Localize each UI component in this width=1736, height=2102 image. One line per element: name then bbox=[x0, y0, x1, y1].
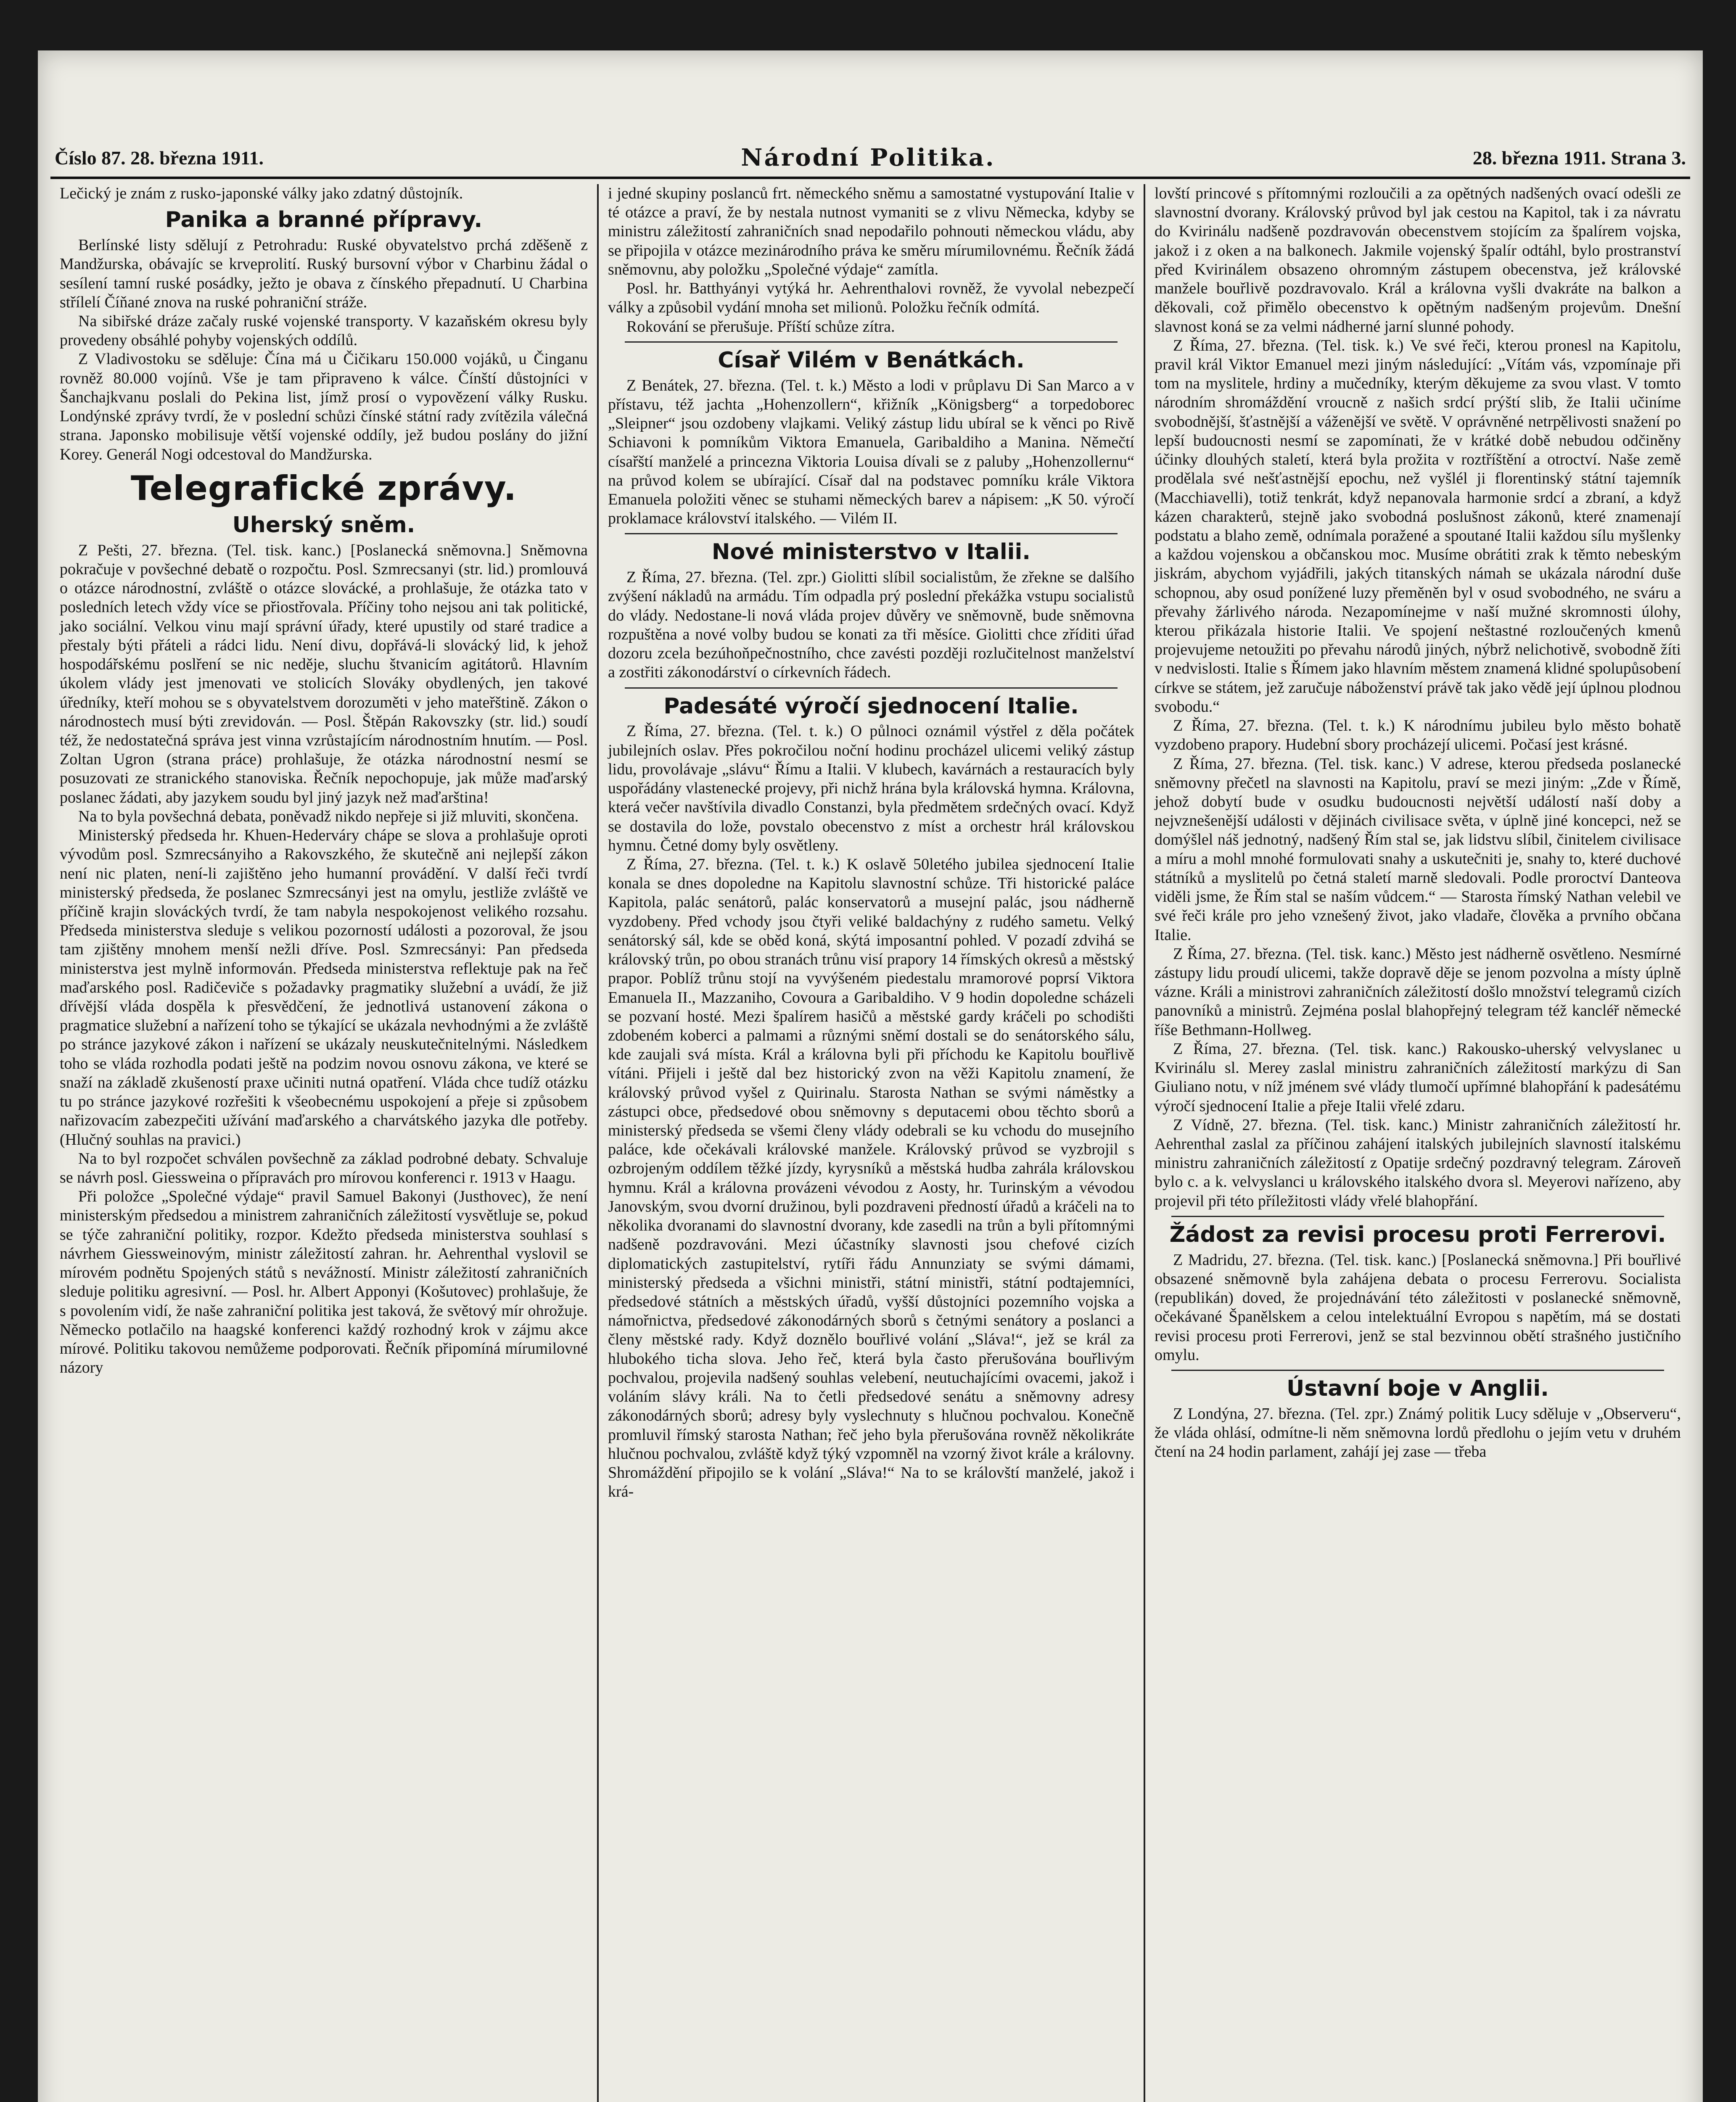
paragraph: Z Londýna, 27. března. (Tel. zpr.) Známý politik Lucy sděluje v „Observeru“, že vláda ohlásí, odmítne-li něm sněmovna lordů předlohu o jejím vetu v druhém čtení na 24 hodin parlament, zahájí jej zase — třeba bbox=[1155, 1405, 1681, 1461]
divider bbox=[625, 687, 1118, 689]
column-3 bbox=[1144, 184, 1690, 2102]
newspaper-title: Národní Politika. bbox=[741, 144, 996, 172]
section-heading: Žádost za revisi procesu proti Ferrerovi. bbox=[1169, 1222, 1666, 1247]
paragraph: Z Říma, 27. března. (Tel. t. k.) K oslavě 50letého jubilea sjednocení Italie konala se dnes dopoledne na Kapitolu slavnostní schůze. Tři historické paláce Kapitola, palác senátorů, palác konservatorů a musejní palác, jsou nádherně vyzdobeny. Před vchody jsou čtyři veliké baldachýny z rudého sametu. Velký senátorský sál, kde se oběd koná, skýtá imposantní pohled. V pozadí zdvihá se královský trůn, po obou stranách trůnu visí prapory 14 římských okresů a městský prapor. Poblíž trůnu stojí na vyvýšeném piedestalu mramorové poprsí Viktora Emanuela II., Mazzaniho, Covoura a Garibaldiho. V 9 hodin dopoledne scházeli se pozvaní hosté. Mezi špalírem hasičů a městské gardy kráčeli po schodišti zdobeném koberci a palmami a různými sněmí dostali se do senátorského sálu, kde zaujali svá místa. Král a královna byli při příchodu ke Kapitolu bouřlivě vítáni. Přijeli i ještě dal bez historický zvon na věži Kapitolu znamení, že královský průvod vyšel z Quirinalu. Starosta Nathan se svými náměstky a zástupci obce, předsedové obou sněmovny s deputacemi obou těchto sborů a ministerský předseda se všemi členy vlády odebrali se ku vchodu do musejního paláce, kde očekávali královské manžele. Královský průvod se vyzbrojil s ozbrojeným oddílem těžké jízdy, kyrysníků a městská hudba zahrála královskou hymnu. Král a královna provázeni vévodou z Aosty, hr. Turinským a vévodou Janovským, svou dvorní družinou, byli pozdraveni předností úřadů a kráčeli na to několika dvoranami do slavnostní dvorany, kde zasedli na trůn a byli přítomnými nadšeně pozdravováni. Mezi účastníky slavnosti jsou chefové cizích diplomatických zastupitelství, rytíři řádu Annunziaty se svými dámami, ministerský předseda a všichni ministři, státní ministři, státní podtajemníci, předsedové státních a městských úřadů, vyšší důstojníci pozemního vojska a námořnictva, předsedové zákonodárných sborů s četnými senátory a poslanci a členy městské rady. Když doznělo bouřlivé volání „Sláva!“, jež se král za hlubokého ticha slova. Jeho řeč, která byla často přerušována bouřlivým pochvalou, projevila nadšený souhlas velebení, neutuchajícími ovacemi, jakož i voláním slávy králi. Na to četli předsedové senátu a sněmovny adresy zákonodárných sborů; adresy byly vyslechnuty s hlučnou pochvalou. Konečně promluvil římský starosta Nathan; řeč jeho byla přerušována rovněž několikráte hlučnou pochvalou, zvláště když týký vzpomněl na vzorný život krále a královny. Shromáždění připojilo se k volání „Sláva!“ Na to se královští manželé, jakož i krá- bbox=[608, 855, 1134, 1501]
paragraph: Ministerský předseda hr. Khuen-Hederváry chápe se slova a prohlašuje oproti vývodům posl. Szmrecsányiho a Rakovszkého, že skutečně ani nejlepší zákon není nic platen, není-li zajištěno jeho humanní provádění. V další řeči tvrdí ministerský předseda, že poslanec Szmrecsányi jest na omylu, jestliže zvláště ve příčině krajin slováckých tvrdí, že tam nabyla nespokojenost velikého rozsahu. Předseda ministerstva sleduje s velikou pozorností události a pozoroval, že jsou tam zjištěny mnohem menší nežli dříve. Posl. Szmrecsányi: Pan předseda ministerstva jest mylně informován. Předseda ministerstva reflektuje pak na řeč maďarského posl. Radičeviče s požadavky pragmatiky služební a uvádí, že již dřívější vláda dospěla k přesvědčení, že jednotlivá ustanovení zákona o pragmatice služební a nařízení toho se týkající se ukázala nevhodnými a že zvláště po stránce jazykové zákon i nařízení se ukázaly neuskutečnitelnými. Následkem toho se vláda rozhodla podati ještě na podzim novou osnovu zákona, ve které se snaží na základě zkušeností praxe učiniti nutná opatření. Vláda chce tudíž otázku tu po stránce jazykové rozřešiti k všeobecnému uspokojení a přeje si způsobem nařizovacím zabezpečiti užívání maďarského a charvátského jazyka dle potřeby. (Hlučný souhlas na pravici.) bbox=[60, 827, 588, 1149]
header-rule bbox=[50, 177, 1690, 179]
issue-info: Číslo 87. 28. března 1911. bbox=[55, 147, 264, 169]
paragraph: Z Říma, 27. března. (Tel. t. k.) O půlnoci oznámil výstřel z děla počátek jubilejních oslav. Přes pokročilou noční hodinu procházel ulicemi veliký zástup lidu, provolávaje „slávu“ Římu a Italii. V klubech, kavárnách a restauracích byly uspořádány vlastenecké projevy, při nichž hrána byla královská hymna. Královna, která večer navštívila divadlo Constanzi, byla předmětem srdečných ovací. Když se dostavila do lože, povstalo obecenstvo z míst a orchestr hrál královskou hymnu. Četné domy byly osvětleny. bbox=[608, 722, 1134, 854]
page-info: 28. března 1911. Strana 3. bbox=[1472, 147, 1686, 169]
section-heading: Panika a branné přípravy. bbox=[165, 207, 483, 233]
paragraph: Z Madridu, 27. března. (Tel. tisk. kanc.) [Poslanecká sněmovna.] Při bouřlivé obsazené sněmovně byla zahájena debata o procesu Ferrerovu. Socialista (republikán) doved, že projednávání této záležitosti v poslanecké sněmovně, očekávané Španělskem a celou intelektuální Evropou s napětím, má se dostati revisi procesu proti Ferrerovi, jenž se stal bezvinnou obětí strašného justičního omylu. bbox=[1155, 1251, 1681, 1364]
paragraph: Z Říma, 27. března. (Tel. tisk. k.) Ve své řeči, kterou pronesl na Kapitolu, pravil král Viktor Emanuel mezi jiným následující: „Vítám vás, vzpomínaje při tom na myslitele, hrdiny a mučedníky, kterým děkujeme za svou vlast. V tomto národním shromáždění vroucně z našich srdcí prýští slib, že Italii učiníme svobodnější, šťastnější a váženější ve světě. V oprávněné netrpělivosti snažení po lepší budoucnosti nesmí se zapomínati, že v krátké době nebudou odčiněny účinky dlouhých staletí, která byla prožita v roztříštění a otroctví. Naše země prodělala své nešťastnější epochu, než vyšlél ji florentinský státní tajemník (Macchiavelli), totiž tenkrát, když nepanovala harmonie srdcí a zbraní, a když kázen charakterů, stejně jako svobodná poslušnost zákonů, které znamenají podstatu a blaho země, odnímala poražené a spoutané Italii každou sílu myšlenky a každou vojenskou a občanskou moc. Musíme obrátiti zrak k těmto nebeským jiskrám, abychom vyjádřili, jakých titanských námah se ukázala národní duše schopnou, aby osud ponížené luzy přeměněn byl v osud svobodného, ne sváru a převahy žárlivého národa. Nezapomínejme v naší mužné skromnosti úlohy, kterou přikázala historie Italii. Ve spojení neštastné rozloučených kmenů projevujeme netoužiti po převahu národů jiných, nýbrž nelichotivě, svobodně žíti v nedvislosti. Italie s Římem jako hlavním městem znamená klidné spolupůsobení církve se státem, jež zaručuje náboženství právě tak jako vědě její úplnou plodnou svobodu.“ bbox=[1155, 336, 1681, 716]
section-title: Telegrafické zprávy. bbox=[130, 468, 517, 508]
paragraph: Na to byl rozpočet schválen povšechně za základ podrobné debaty. Schvaluje se návrh posl. Giessweina o přípravách pro mírovou konferenci r. 1913 v Haagu. bbox=[60, 1149, 588, 1186]
paragraph: Berlínské listy sdělují z Petrohradu: Ruské obyvatelstvo prchá zděšeně z Mandžurska, obávajíc se krveprolití. Ruský bursovní výbor v Charbinu žádal o sesílení tamní ruské posádky, ježto je obava z čínského přepadnutí. U Charbina střílelí Číňané znova na ruské pohraniční stráže. bbox=[60, 236, 588, 311]
paragraph: Z Říma, 27. března. (Tel. tisk. kanc.) Město jest nádherně osvětleno. Nesmírné zástupy lidu proudí ulicemi, takže dopravě děje se jenom pozvolna a místy úplně vázne. Králi a ministrovi zahraničních záležitostí došlo množství telegramů cizích panovníků a ministrů. Zejména poslal blahopřejný telegram též kancléř německé říše Bethmann-Hollweg. bbox=[1155, 945, 1681, 1039]
divider bbox=[625, 341, 1118, 343]
paragraph: Při položce „Společné výdaje“ pravil Samuel Bakonyi (Justhovec), že není ministerským předsedou a ministrem zahraničních záležitostí vysvětluje se, pokud se týče zahraniční politiky, rozpor. Kdežto předseda ministerstva souhlasí s návrhem Giessweinovým, ministr záležitostí zahran. hr. Aehrenthal vyslovil se mírovém podnětu Spojených států s nevážností. Ministr záležitostí zahraničních sleduje politiku agresivní. — Posl. hr. Albert Apponyi (Košutovec) prohlašuje, že s povolením vidí, že naše zahraniční politika jest taková, že světový mír ohrožuje. Německo potlačilo na haagské konferenci každý rozhodný krok v zájmu akce mírové. Politiku takovou nemůžeme podporovati. Řečník připomíná mírumilovné názory bbox=[60, 1188, 588, 1377]
section-heading: Padesáté výročí sjednocení Italie. bbox=[663, 693, 1079, 719]
paragraph: Z Říma, 27. března. (Tel. t. k.) K národnímu jubileu bylo město bohatě vyzdobeno prapory. Hudební sbory procházejí ulicemi. Počasí jest krásné. bbox=[1155, 717, 1681, 754]
paragraph: Rokování se přerušuje. Příští schůze zítra. bbox=[626, 317, 895, 335]
divider bbox=[1171, 1370, 1664, 1371]
page-header bbox=[55, 143, 1686, 172]
paragraph: Z Říma, 27. března. (Tel. zpr.) Giolitti slíbil socialistům, že zřekne se dalšího zvýšení nákladů na armádu. Tím odpadla prý poslední překážka vstupu socialistů do vlády. Nedostane-li nová vláda projev důvěry ve sněmovně, bude sněmovna rozpuštěna a nové volby budou se konati za tři měsíce. Giolitti chce zříditi úřad dozoru zcela bezúhoňpečnostního, chce zavésti později rozlučitelnost manželství a zostřiti zákonodárství o církevních řádech. bbox=[608, 568, 1134, 681]
paragraph: Z Říma, 27. března. (Tel. tisk. kanc.) V adrese, kterou předseda poslanecké sněmovny přečetl na slavnosti na Kapitolu, praví se mezi jiným: „Zde v Římě, jehož dobytí bude v osudku budoucnosti největší událostí naší doby a nejvznešenější události v dějinách civilisace světa, v úplně jiné koncepci, než se domýšlel náš jednotný, nadšený Řím stal se, jak lidstvu slíbil, činitelem civilisace a míru a mohl mnohé formulovati snahy a uskutečniti je, snahy to, které duchové státníků a myslitelů po četná staletí marně sledovali. Podle proroctví Danteova viděli jsme, že Řím stal se naším vůdcem.“ — Starosta římský Nathan velebil ve své řeči krále pro jeho vznešený život, jako vladaře, člověka a prvního občana Italie. bbox=[1155, 755, 1681, 944]
paragraph: Na sibiřské dráze začaly ruské vojenské transporty. V kazaňském okresu byly provedeny obsáhlé pohyby vojenských oddílů. bbox=[60, 312, 588, 349]
text-columns bbox=[50, 184, 1690, 2102]
paragraph: Posl. hr. Batthyányi vytýká hr. Aehrenthalovi rovněž, že vyvolal nebezpečí války a způsobil vydání mnoha set milionů. Položku řečník odmítá. bbox=[608, 280, 1134, 317]
paragraph: Z Pešti, 27. března. (Tel. tisk. kanc.) [Poslanecká sněmovna.] Sněmovna pokračuje v povšechné debatě o rozpočtu. Posl. Szmrecsanyi (str. lid.) promlouvá o otázce národnostní, zvláště o otázce slovácké, a prohlašuje, že otázka tato v posledních letech vždy více se přiostřovala. Příčiny toho nejsou ani tak politické, jako sociální. Velkou vinu mají správní úřady, které upustily od staré tradice a přestaly býti přáteli a rádci lidu. Není divu, dopřává-li slovácký lid, k jehož hospodářskému poslření se nic neděje, sluchu štvanicím agitátorů. Hlavním úkolem vlády jest jmenovati ve stolicích Slováky obydlených, jen takové úředníky, kteří mohou se s obyvatelstvem dorozuměti v jeho mateřštině. Zákon o národnostech musí býti zrevidován. — Posl. Štěpán Rakovszky (str. lid.) soudí též, že nedostatečná správa jest vinna vzrůstajícím národnostním hnutím. — Posl. Zoltan Ugron (strana práce) prohlašuje, že otázka národnostní nesmí se posuzovati ze stranického stanoviska. Řečník nepochopuje, jak může maďarský poslanec žádati, aby jazykem soudu byl jiný jazyk než maďarština! bbox=[60, 541, 588, 806]
newspaper-page bbox=[38, 50, 1703, 2102]
paragraph: Z Říma, 27. března. (Tel. tisk. kanc.) Rakousko-uherský velvyslanec u Kvirinálu sl. Merey zaslal ministru zahraničních záležitostí markýzu di San Giuliano notu, v níž jménem své vlády tlumočí upřímné blahopřání k padesátému výročí sjednocení Italie a přeje Italii vřelé zdaru. bbox=[1155, 1040, 1681, 1115]
section-heading: Nové ministerstvo v Italii. bbox=[711, 539, 1031, 565]
section-heading: Císař Vilém v Benátkách. bbox=[718, 347, 1025, 373]
divider bbox=[1171, 1216, 1664, 1217]
paragraph: Na to byla povšechná debata, poněvadž nikdo nepřeje si již mluviti, skončena. bbox=[78, 807, 579, 825]
paragraph: i jedné skupiny poslanců frt. německého sněmu a samostatné vystupování Italie v té otázce a praví, že by nestala nutnost vymaniti se z vlivu Německa, kdyby se ministru záležitostí zahraničních snad nepodařilo pohnouti německou vládu, aby se připojila v otázce mezinárodního práva ke směru mírumilovnému. Řečník žádá sněmovnu, aby položku „Společné výdaje“ zamítla. bbox=[608, 185, 1134, 278]
column-1 bbox=[50, 184, 597, 2102]
divider bbox=[625, 533, 1118, 534]
section-heading: Uherský sněm. bbox=[232, 512, 415, 538]
paragraph: lovští princové s přítomnými rozloučili a za opětných nadšených ovací odešli ze slavnostní dvorany. Královský průvod byl jak cestou na Kapitol, tak i za návratu do Kvirinálu nadšeně pozdravován obecenstvem stojícím za špalírem vojska, jakož i z oken a na balkonech. Jakmile vojenský špalír odtáhl, bylo prostranství před Kvirinálem obsazeno ohromným zástupem obecenstva, jež královské manžele bouřlivě pozdravovalo. Král a královna vyšli dvakráte na balkon a děkovali, což přimělo obecenstvo k opětným nadšeným projevům. Dnešní slavnost koná se za velmi nádherné jarní slunné pohody. bbox=[1155, 185, 1681, 335]
paragraph: Z Vladivostoku se sděluje: Čína má u Čičikaru 150.000 vojáků, u Činganu rovněž 80.000 vojínů. Vše je tam připraveno k válce. Čínští důstojníci v Šanchajkvanu poslali do Pekina list, jímž prosí o vypovězení války Rusku. Londýnské zprávy tvrdí, že v poslední schůzi čínské státní rady zvítězila válečná strana. Japonsko mobilisuje větší vojenské oddíly, jež budou poslány do jižní Korey. Generál Nogi odcestoval do Mandžurska. bbox=[60, 350, 588, 463]
column-2 bbox=[597, 184, 1144, 2102]
paragraph: Z Vídně, 27. března. (Tel. tisk. kanc.) Ministr zahraničních záležitostí hr. Aehrenthal zaslal za příčinou zahájení italských jubilejních slavností italskému ministru zahraničních záležitostí z Opatije srdečný pozdravný telegram. Zároveň bylo c. a k. velvyslanci u královského italského dvora sl. Meyerovi nařízeno, aby projevil při této příležitosti vlády vřelé blahopřání. bbox=[1155, 1116, 1681, 1210]
paragraph: Z Benátek, 27. března. (Tel. t. k.) Město a lodi v průplavu Di San Marco a v přístavu, též jachta „Hohenzollern“, křižník „Königsberg“ a torpedoborec „Sleipner“ jsou ozdobeny vlajkami. Veliký zástup lidu ubíral se k věnci po Rivě Schiavoni k pomníkům Viktora Emanuela, Garibaldiho a Manina. Němečtí císařští manželé a princezna Viktoria Louisa dívali se z paluby „Hohenzollernu“ na průvod kolem se ubírající. Císař dal na podstavec pomníku krále Viktora Emanuela položiti věnec se stuhami německých barev a nápisem: „K 50. výročí proklamace království italského. — Vilém II. bbox=[608, 376, 1134, 528]
paragraph: Lečický je znám z rusko-japonské války jako zdatný důstojník. bbox=[60, 185, 463, 202]
section-heading: Ústavní boje v Anglii. bbox=[1287, 1376, 1549, 1401]
